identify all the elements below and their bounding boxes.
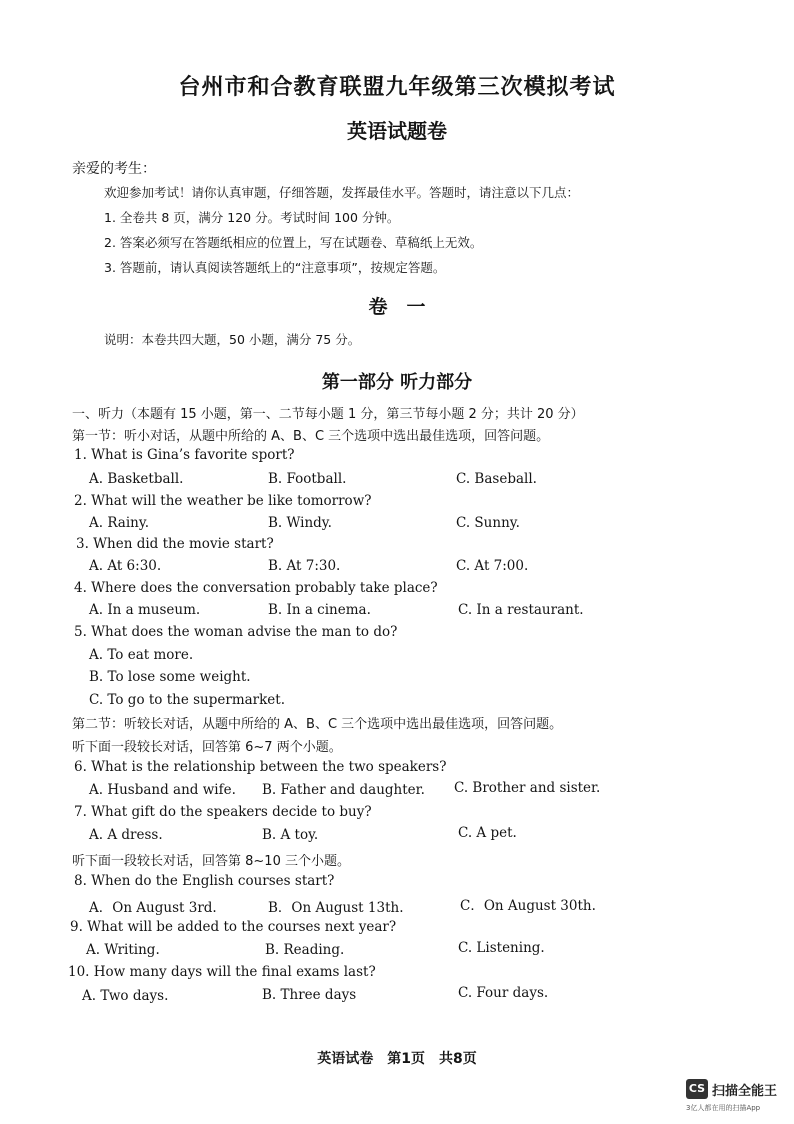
q8-option-a: A．On August 3rd. [89,900,217,916]
q2-option-c: C. Sunny. [456,515,520,531]
q5-option-b: B. To lose some weight. [89,669,251,685]
exam-subtitle: 英语试题卷 [347,119,447,143]
question-5: 5. What does the woman advise the man to do? [74,624,398,640]
q2-option-b: B. Windy. [268,515,332,531]
q7-option-c: C. A pet. [458,825,517,841]
question-4: 4. Where does the conversation probably take place? [74,580,438,596]
note-1: 1. 全卷共 8 页，满分 120 分。考试时间 100 分钟。 [104,210,400,225]
q9-option-a: A. Writing. [86,942,160,958]
q5-option-a: A. To eat more. [89,647,194,663]
group-8-10-intro: 听下面一段较长对话，回答第 8~10 三个小题。 [72,854,350,869]
camscanner-logo-icon: CS [686,1079,708,1099]
question-10: 10. How many days will the final exams last? [68,964,376,980]
welcome-text: 欢迎参加考试！请你认真审题，仔细答题，发挥最佳水平。答题时，请注意以下几点： [104,185,580,200]
group-6-7-intro: 听下面一段较长对话，回答第 6~7 两个小题。 [72,740,342,755]
q2-option-a: A. Rainy. [89,515,149,531]
q7-option-a: A. A dress. [89,827,163,843]
scanner-tagline: 3亿人都在用的扫描App [686,1104,761,1112]
q8-option-c: C．On August 30th. [460,898,596,914]
q9-option-c: C. Listening. [458,940,545,956]
q7-option-b: B. A toy. [262,827,319,843]
scanner-app-name: 扫描全能王 [712,1084,778,1099]
volume-title: 卷 一 [368,296,426,318]
section-2-instruction: 第二节：听较长对话，从题中所给的 A、B、C 三个选项中选出最佳选项，回答问题。 [72,717,563,732]
question-2: 2. What will the weather be like tomorrow? [74,493,372,509]
q10-option-c: C. Four days. [458,985,549,1001]
q6-option-b: B. Father and daughter. [262,782,425,798]
q1-option-b: B. Football. [268,471,347,487]
question-8: 8. When do the English courses start? [74,873,335,889]
q4-option-a: A. In a museum. [89,602,201,618]
q3-option-c: C. At 7:00. [456,558,529,574]
question-3: 3. When did the movie start? [76,536,274,552]
question-6: 6. What is the relationship between the two speakers? [74,759,447,775]
q1-option-a: A. Basketball. [89,471,184,487]
question-1: 1. What is Gina’s favorite sport? [74,447,295,463]
question-9: 9. What will be added to the courses next year? [70,919,397,935]
q3-option-a: A. At 6:30. [89,558,162,574]
q6-option-c: C. Brother and sister. [454,780,601,796]
q9-option-b: B. Reading. [265,942,345,958]
page-footer: 英语试卷 第1页 共8页 [317,1051,477,1067]
volume-note: 说明：本卷共四大题，50 小题，满分 75 分。 [104,332,361,347]
listening-heading: 一、听力（本题有 15 小题，第一、二节每小题 1 分，第三节每小题 2 分；共计 20 分） [72,407,584,422]
q8-option-b: B．On August 13th. [268,900,404,916]
q1-option-c: C. Baseball. [456,471,537,487]
q3-option-b: B. At 7:30. [268,558,341,574]
question-7: 7. What gift do the speakers decide to buy? [74,804,372,820]
note-2: 2. 答案必须写在答题纸相应的位置上，写在试题卷、草稿纸上无效。 [104,235,483,250]
note-3: 3. 答题前，请认真阅读答题纸上的“注意事项”，按规定答题。 [104,260,446,275]
q4-option-c: C. In a restaurant. [458,602,584,618]
q5-option-c: C. To go to the supermarket. [89,692,286,708]
q4-option-b: B. In a cinema. [268,602,371,618]
exam-title: 台州市和合教育联盟九年级第三次模拟考试 [178,75,616,100]
section-1-instruction: 第一节：听小对话，从题中所给的 A、B、C 三个选项中选出最佳选项，回答问题。 [72,429,550,444]
q10-option-a: A. Two days. [82,988,169,1004]
q10-option-b: B. Three days [262,987,357,1003]
greeting: 亲爱的考生： [72,161,156,177]
part-title: 第一部分 听力部分 [321,372,473,393]
q6-option-a: A. Husband and wife. [89,782,236,798]
